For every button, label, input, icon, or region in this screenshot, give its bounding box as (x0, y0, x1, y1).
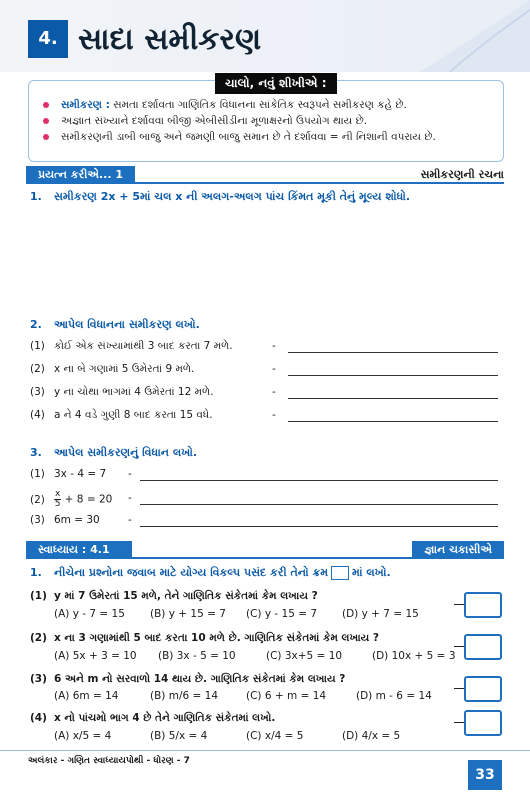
answer-line[interactable] (140, 504, 498, 505)
option[interactable]: (B) y + 15 = 7 (150, 608, 226, 620)
bullet-icon (43, 118, 49, 124)
intro-badge: ચાલો, નવું શીખીએ : (215, 73, 337, 94)
option[interactable]: (B) m/6 = 14 (150, 690, 219, 702)
mcq-instruction (30, 566, 391, 580)
dash: - (128, 514, 132, 526)
answer-line[interactable] (140, 480, 498, 481)
item-number: (1) (30, 468, 45, 480)
question-text: આપેલ વિધાનના સમીકરણ લખો. (54, 318, 200, 331)
mcq-text: x ના 3 ગણામાંથી 5 બાદ કરતા 10 મળે છે. ગાણિતિક સંકેતમાં કેમ લખાય ? (54, 632, 379, 644)
answer-box[interactable] (464, 634, 502, 660)
question-text: આપેલ સમીકરણનું વિધાન લખો. (54, 446, 198, 459)
answer-dash (454, 604, 464, 605)
mcq-options (54, 730, 400, 742)
item-text: 6m = 30 (54, 514, 100, 526)
q2-item (30, 363, 194, 376)
mcq-number: (2) (30, 632, 47, 644)
question-1 (30, 190, 410, 204)
mcq-options (54, 690, 432, 702)
intro-text: સમતા દર્શાવતા ગાણિતિક વિધાનના સાંકેતિક સ્વરૂપને સમીકરણ કહે છે. (109, 99, 407, 111)
item-text: y ના ચોથા ભાગમાં 4 ઉમેરતાં 12 મળે. (54, 386, 214, 398)
mcq-number: (3) (30, 673, 47, 685)
answer-line[interactable] (288, 375, 498, 376)
dash: - (272, 340, 276, 352)
option[interactable]: (C) 3x+5 = 10 (266, 650, 343, 662)
intro-item (39, 129, 503, 145)
q3-item (30, 514, 100, 526)
option[interactable]: (B) 5/x = 4 (150, 730, 208, 742)
mcq-text: x નો પાંચમો ભાગ 4 છે તેને ગાણિતિક સંકેતમાં લખો. (54, 712, 276, 724)
dash: - (128, 468, 132, 480)
mcq-question (30, 590, 318, 603)
question-number: 3. (30, 446, 42, 459)
option[interactable]: (C) y - 15 = 7 (246, 608, 318, 620)
item-text: 3x - 4 = 7 (54, 468, 107, 480)
fraction-top: x (55, 489, 61, 499)
q2-item (30, 409, 213, 422)
mcq-question (30, 632, 379, 645)
mcq-number: (4) (30, 712, 47, 724)
page-number: 33 (468, 760, 502, 790)
bar-rule (26, 557, 504, 559)
item-number: (1) (30, 340, 45, 352)
chapter-title: સાદા સમીકરણ (78, 22, 262, 57)
chapter-number: 4. (28, 20, 68, 58)
fraction-bottom: 5 (54, 499, 61, 509)
swadhyay-number: 4.1 (90, 543, 110, 556)
question-number: 1. (30, 566, 42, 579)
option[interactable]: (C) 6 + m = 14 (246, 690, 327, 702)
answer-dash (454, 722, 464, 723)
option[interactable]: (D) y + 7 = 15 (342, 608, 419, 620)
question-3 (30, 446, 197, 460)
swadhyay-title: સ્વાધ્યાય : (38, 543, 87, 556)
answer-dash (454, 688, 464, 689)
question-number: 1. (30, 190, 42, 203)
item-number: (4) (30, 409, 45, 421)
option[interactable]: (A) y - 7 = 15 (54, 608, 125, 620)
dash: - (272, 409, 276, 421)
decorative-arc-icon (300, 0, 530, 72)
footer-rule (0, 750, 530, 751)
q3-item (30, 490, 112, 509)
item-text: x ના બે ગણામાં 5 ઉમેરતાં 9 મળે. (54, 363, 195, 375)
mcq-text: y માં 7 ઉમેરતાં 15 મળે, તેને ગાણિતિક સંકેતમાં કેમ લખાય ? (54, 590, 318, 602)
fraction (54, 490, 61, 509)
practice-topic: સમીકરણની રચના (420, 168, 504, 181)
question-text: સમીકરણ 2x + 5માં ચલ x ની અલગ-અલગ પાંચ કિંમત મૂકી તેનું મૂલ્ય શોધો. (54, 190, 411, 203)
option[interactable]: (C) x/4 = 5 (246, 730, 304, 742)
intro-text: અજ્ઞાત સંખ્યાને દર્શાવવા બીજી એબીસીડીના મૂળાક્ષરનો ઉપયોગ થાય છે. (61, 115, 368, 127)
option[interactable]: (D) 4/x = 5 (342, 730, 401, 742)
dash: - (272, 386, 276, 398)
instruction-text-end: માં લખો. (352, 566, 391, 579)
chapter-header (0, 0, 530, 72)
question-2 (30, 318, 200, 332)
option[interactable]: (D) 10x + 5 = 3 (372, 650, 456, 662)
intro-text: સમીકરણની ડાબી બાજુ અને જમણી બાજુ સમાન છે તે દર્શાવવા = ની નિશાની વપરાય છે. (61, 131, 436, 143)
practice-label: પ્રયત્ન કરીએ... 1 (26, 166, 135, 184)
mcq-options (54, 608, 419, 620)
bullet-icon (43, 134, 49, 140)
option[interactable]: (A) x/5 = 4 (54, 730, 112, 742)
answer-box[interactable] (464, 592, 502, 618)
item-text: કોઈ એક સંખ્યામાંથી 3 બાદ કરતા 7 મળે. (54, 340, 233, 352)
intro-item (39, 97, 503, 113)
item-text: + 8 = 20 (64, 493, 113, 506)
instruction-text: નીચેના પ્રશ્નોના જવાબ માટે યોગ્ય વિકલ્પ પસંદ કરી તેનો ક્રમ (54, 566, 329, 579)
mcq-text: 6 અને m નો સરવાળો 14 થાય છે. ગાણિતિક સંકેતમાં કેમ લખાય ? (54, 673, 346, 685)
mcq-question (30, 673, 345, 686)
practice-bar (26, 166, 504, 184)
option[interactable]: (A) 5x + 3 = 10 (54, 650, 137, 662)
answer-box-icon (331, 566, 349, 580)
dash: - (272, 363, 276, 375)
item-number: (2) (30, 493, 45, 506)
footer-text: અલંકાર - ગણિત સ્વાધ્યાયપોથી - ધોરણ - 7 (28, 756, 190, 766)
answer-box[interactable] (464, 710, 502, 736)
answer-line[interactable] (288, 421, 498, 422)
swadhyay-topic: જ્ઞાન ચકાસીએ (412, 541, 504, 559)
answer-line[interactable] (140, 526, 498, 527)
bullet-icon (43, 102, 49, 108)
mcq-options (54, 650, 456, 662)
q3-item (30, 468, 106, 480)
intro-item (39, 113, 503, 129)
intro-box (28, 76, 504, 162)
item-number: (3) (30, 386, 45, 398)
item-text: a ને 4 વડે ગુણી 8 બાદ કરતા 15 વધે. (54, 409, 213, 421)
item-number: (3) (30, 514, 45, 526)
intro-term: સમીકરણ : (61, 99, 110, 111)
answer-dash (454, 646, 464, 647)
option[interactable]: (D) m - 6 = 14 (356, 690, 432, 702)
bar-rule (26, 182, 504, 184)
q2-item (30, 340, 233, 353)
swadhyay-bar (26, 541, 504, 559)
answer-box[interactable] (464, 676, 502, 702)
item-number: (2) (30, 363, 45, 375)
mcq-number: (1) (30, 590, 47, 602)
answer-line[interactable] (288, 398, 498, 399)
mcq-question (30, 712, 275, 725)
question-number: 2. (30, 318, 42, 331)
option[interactable]: (B) 3x - 5 = 10 (158, 650, 236, 662)
option[interactable]: (A) 6m = 14 (54, 690, 119, 702)
answer-line[interactable] (288, 352, 498, 353)
q2-item (30, 386, 214, 399)
dash: - (128, 492, 132, 504)
